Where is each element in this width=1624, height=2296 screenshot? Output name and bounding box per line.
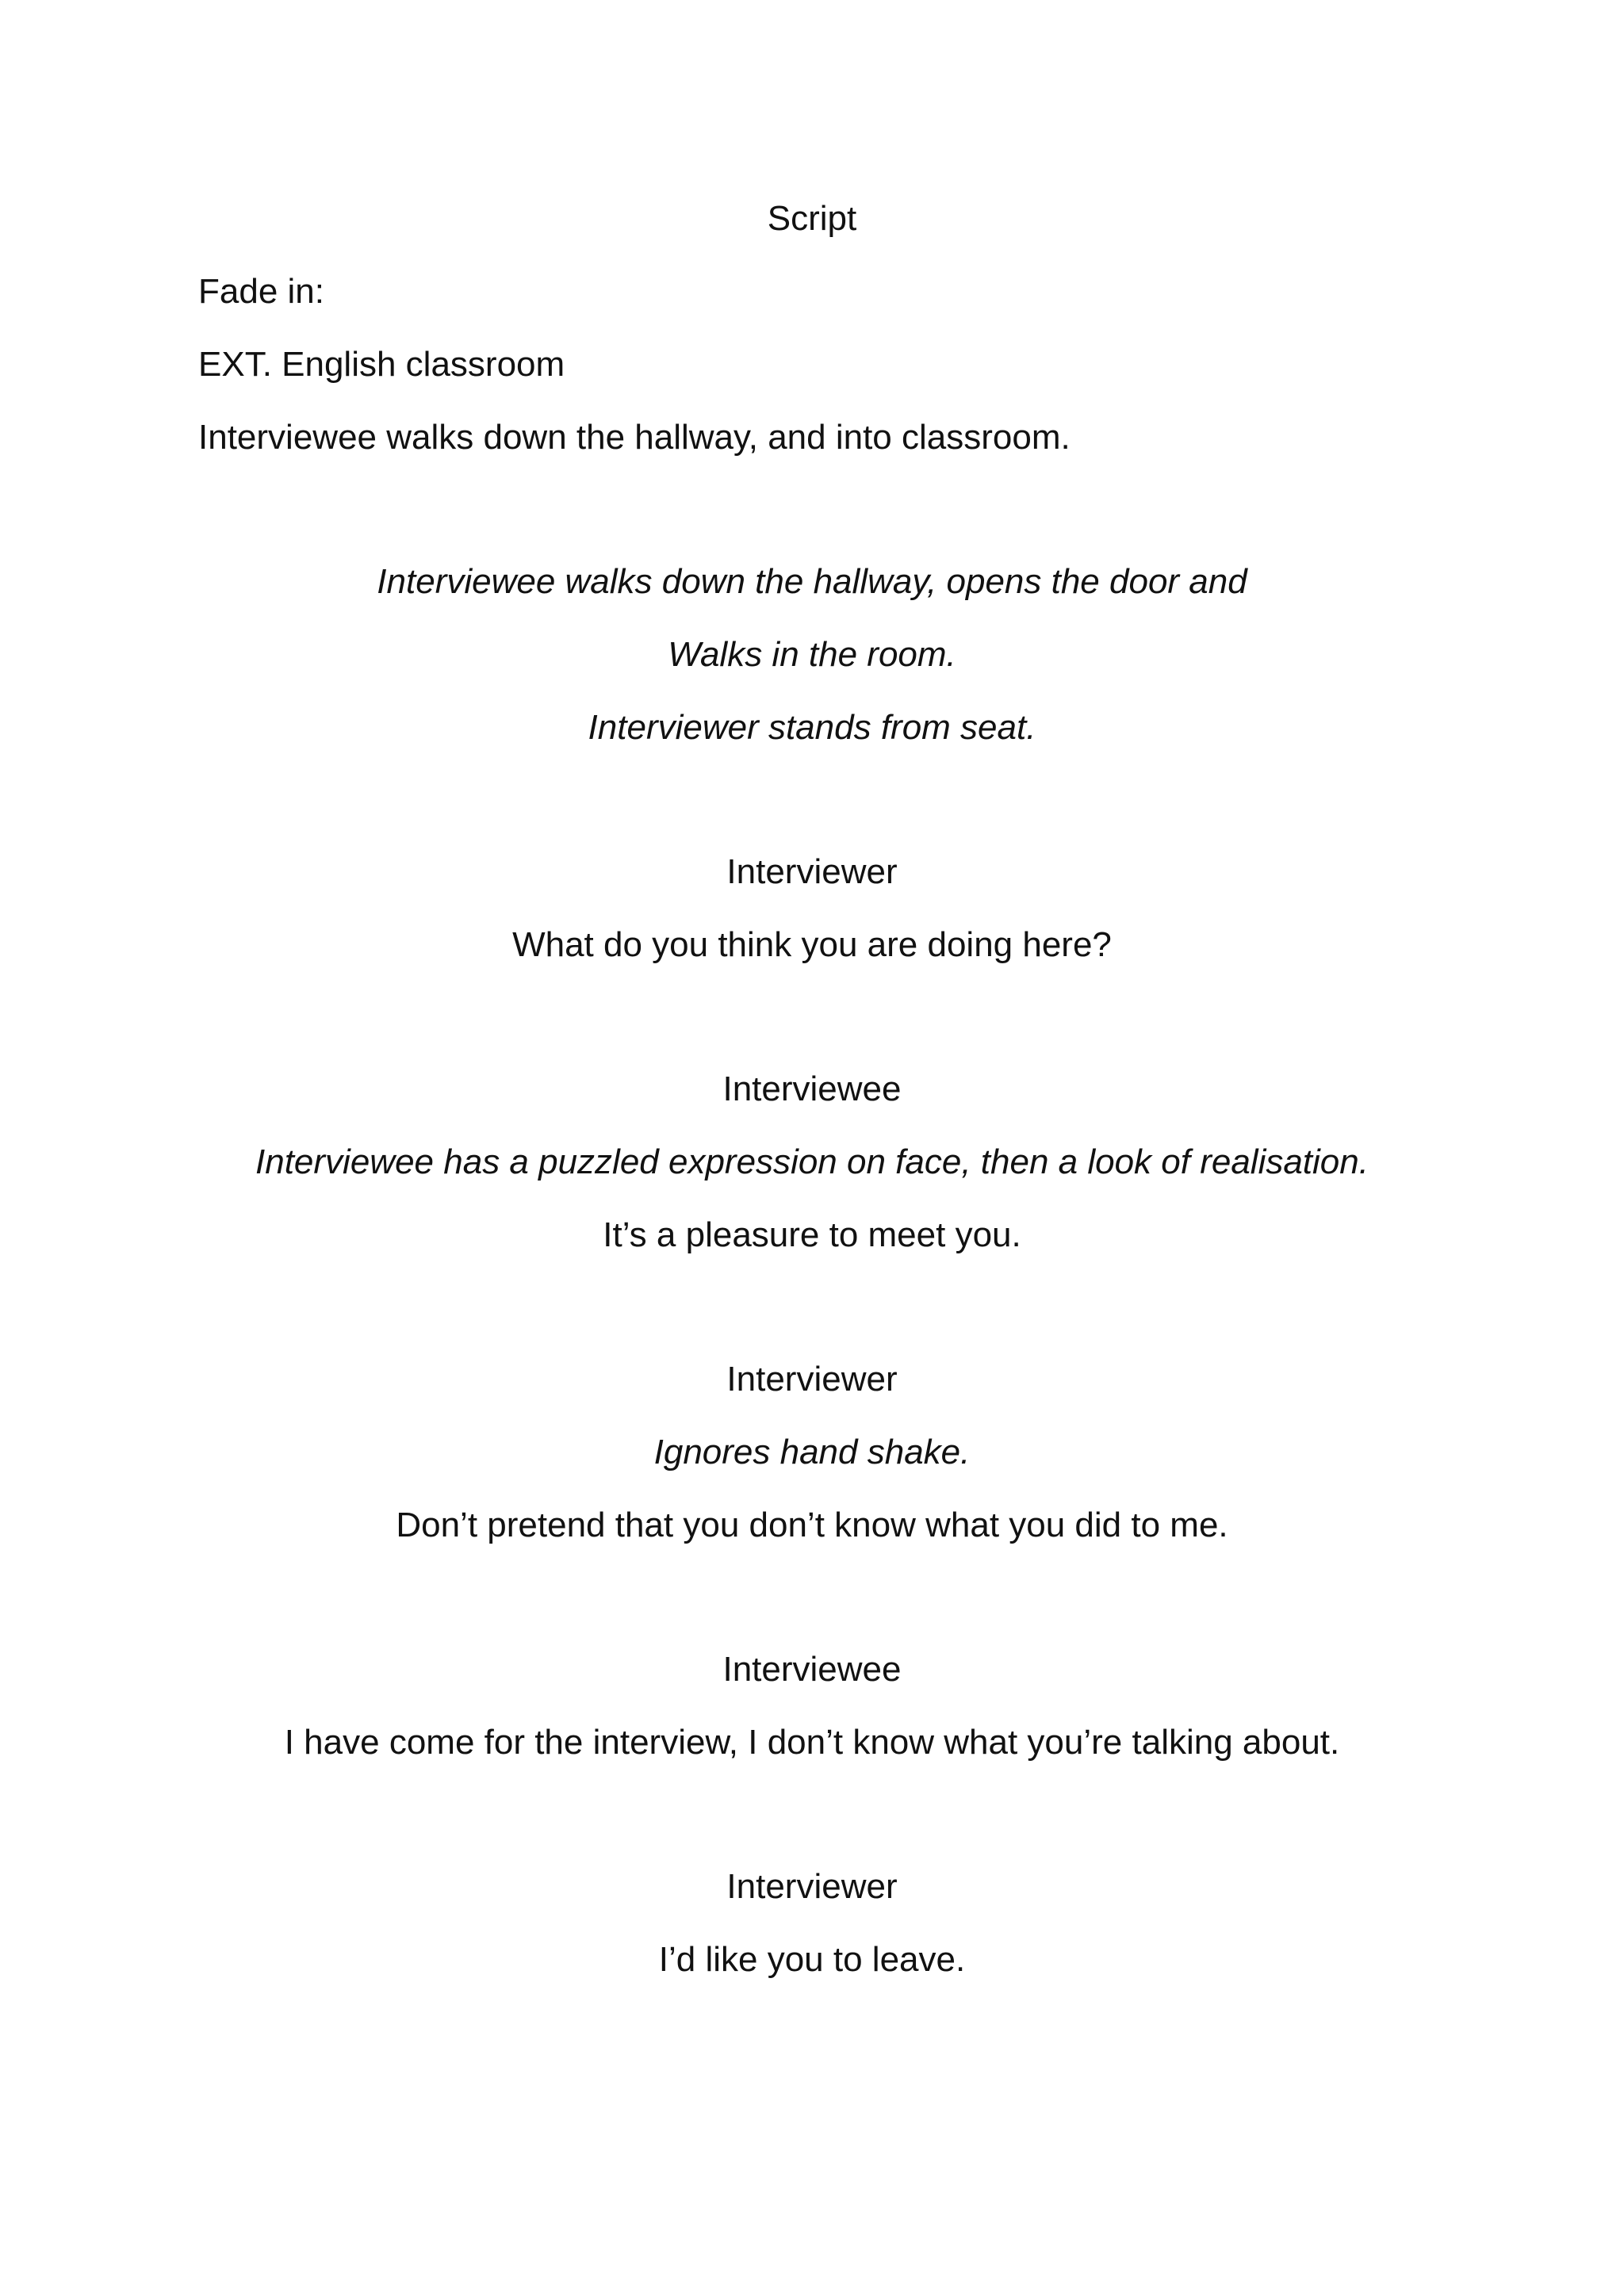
speaker-name: Interviewee	[722, 1650, 902, 1689]
stage-direction: Ignores hand shake.	[653, 1433, 971, 1471]
action-line-1: Interviewee walks down the hallway, opens the door and	[377, 562, 1247, 601]
document-title: Script	[767, 199, 857, 238]
dialogue-line: It’s a pleasure to meet you.	[603, 1215, 1021, 1254]
scene-action: Interviewee walks down the hallway, and into classroom.	[198, 418, 1071, 457]
speaker-name: Interviewee	[722, 1070, 902, 1108]
speaker-name: Interviewer	[726, 1867, 898, 1906]
scene-heading: EXT. English classroom	[198, 345, 565, 384]
dialogue-line: Don’t pretend that you don’t know what you did to me.	[396, 1506, 1228, 1544]
action-line-2: Walks in the room.	[668, 635, 956, 674]
action-line-3: Interviewer stands from seat.	[588, 708, 1036, 747]
speaker-name: Interviewer	[726, 1360, 898, 1399]
speaker-name: Interviewer	[726, 852, 898, 891]
stage-direction: Interviewee has a puzzled expression on face, then a look of realisation.	[255, 1142, 1369, 1181]
dialogue-line: What do you think you are doing here?	[512, 925, 1112, 964]
dialogue-line: I’d like you to leave.	[658, 1940, 966, 1979]
opening-transition: Fade in:	[198, 272, 324, 311]
dialogue-line: I have come for the interview, I don’t know what you’re talking about.	[284, 1723, 1340, 1762]
